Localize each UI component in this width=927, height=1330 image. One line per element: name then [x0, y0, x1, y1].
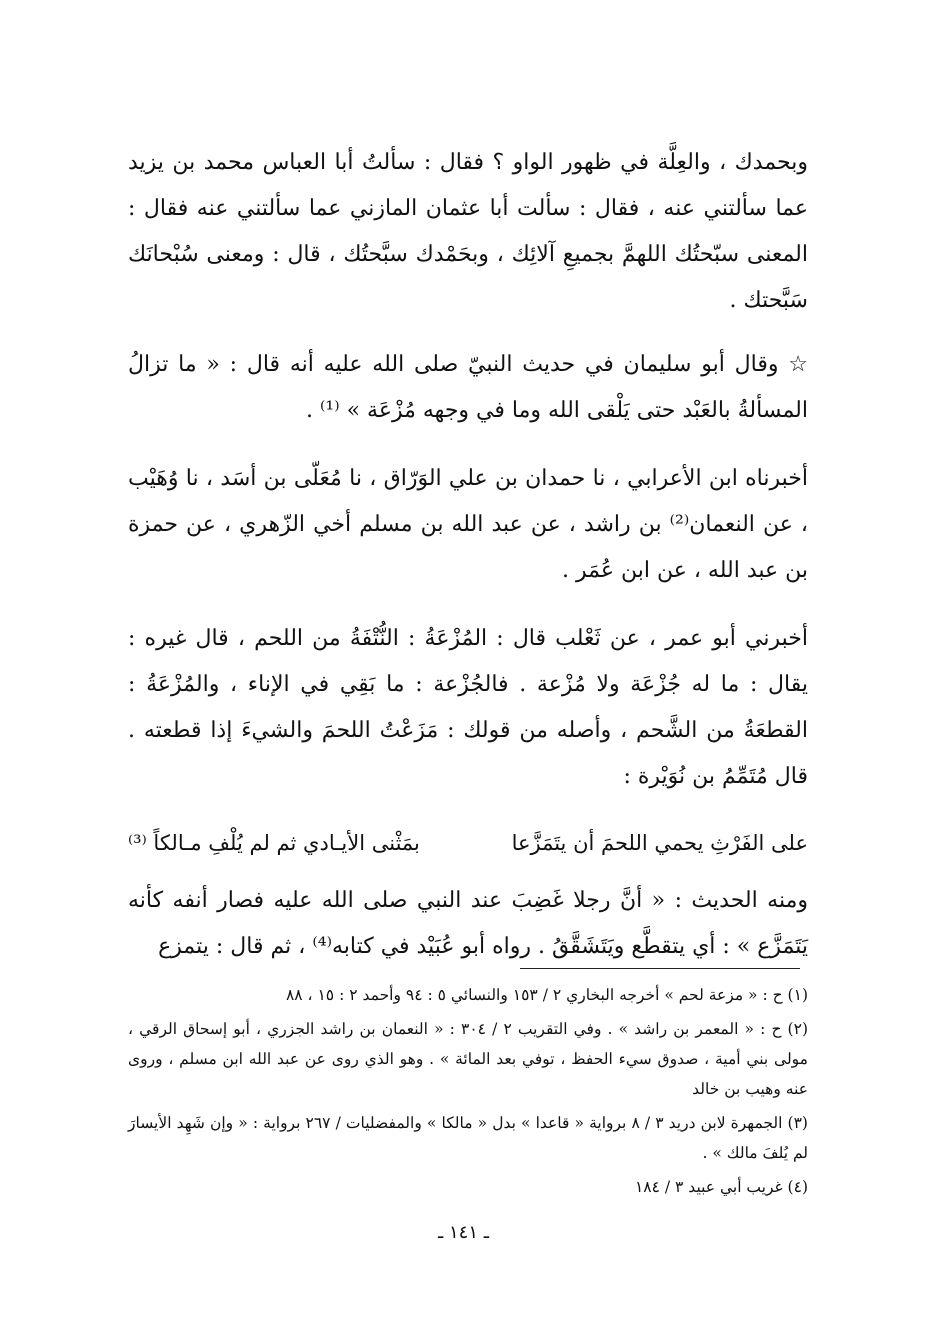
footnote-3: (٣) الجمهرة لابن دريد ٣ / ٨ برواية « قاعدا » بدل « مالكا » والمفضليات / ٢٦٧ برواية : « وإن شَهِد الأيسارَ لم يُلفَ مالك » . [128, 1114, 808, 1162]
page-number: ـ ١٤١ ـ [437, 1222, 489, 1243]
paragraph-3: أخبرناه ابن الأعرابي ، نا حمدان بن علي الوَرّاق ، نا مُعَلّى بن أسَد ، نا وُهَيْب ، عن النعمان⁽²⁾ بن راشد ، عن عبد الله بن مسلم أخي الزّهري ، عن حمزة بن عبد الله ، عن ابن عُمَر . [128, 466, 808, 583]
footnote-separator [520, 968, 800, 969]
main-text [128, 140, 808, 992]
footnote-4: (٤) غريب أبي عبيد ٣ / ١٨٤ [634, 1178, 808, 1196]
paragraph-2: ☆ وقال أبو سليمان في حديث النبيّ صلى الله عليه أنه قال : « ما تزالُ المسألةُ بالعَبْد حتى يَلْقى الله وما في وجهه مُزْعَة » ⁽¹⁾ . [128, 352, 808, 423]
footnote-1: (١) ح : « مزعة لحم » أخرجه البخاري ٢ / ١٥٣ والنسائي ٥ : ٩٤ وأحمد ٢ : ١٥ ، ٨٨ [285, 986, 808, 1004]
verse-first-hemistich: على الفَرْثِ يحمي اللحمَ أن يتَمَزَّعا [511, 831, 808, 855]
paragraph-5: ومنه الحديث : « أنَّ رجلا غَضِبَ عند النبي صلى الله عليه فصار أنفه كأنه يَتَمَزَّع » : أي يتقطَّع ويَتَشَقَّقُ . رواه أبو عُبَيْد في كتابه⁽⁴⁾ ، ثم قال : يتمزع [128, 888, 808, 959]
footnote-2: (٢) ح : « المعمر بن راشد » . وفي التقريب ٢ / ٣٠٤ : « النعمان بن راشد الجزري ، أبو إسحاق الرقي ، مولى بني أمية ، صدوق سيء الحفظ ، توفي بعد المائة » . وهو الذي روى عن عبد الله ابن مسلم ، وروى عنه وهيب بن خالد [128, 1020, 808, 1098]
paragraph-1: وبحمدك ، والعِلَّة في ظهور الواو ؟ فقال : سألتُ أبا العباس محمد بن يزيد عما سألتني عنه ، فقال : سألت أبا عثمان المازني عما سألتني عنه فقال : المعنى سبّحتُك اللهمَّ بجميعِ آلائِك ، وبحَمْدك سبَّحتُك ، قال : ومعنى سُبْحانَك سَبَّحتك . [128, 150, 808, 313]
poem-verse [128, 822, 808, 864]
verse-second-hemistich: بمَثْنى الأيـادي ثم لم يُلْفِ مـالكاً ⁽³⁾ [128, 831, 420, 855]
footnotes [128, 980, 808, 1206]
paragraph-4: أخبرني أبو عمر ، عن ثَعْلب قال : المُزْعَةُ : النُّتْفَةُ من اللحم ، قال غيره : يقال : ما له جُزْعَة ولا مُزْعة . فالجُزْعة : ما بَقِي في الإناء ، والمُزْعَةُ : القطعَةُ من الشَّحم ، وأصله من قولك : مَزَعْتُ اللحمَ والشيءَ إذا قطعته . قال مُتَمِّمُ بن نُوَيْرة : [128, 626, 808, 789]
